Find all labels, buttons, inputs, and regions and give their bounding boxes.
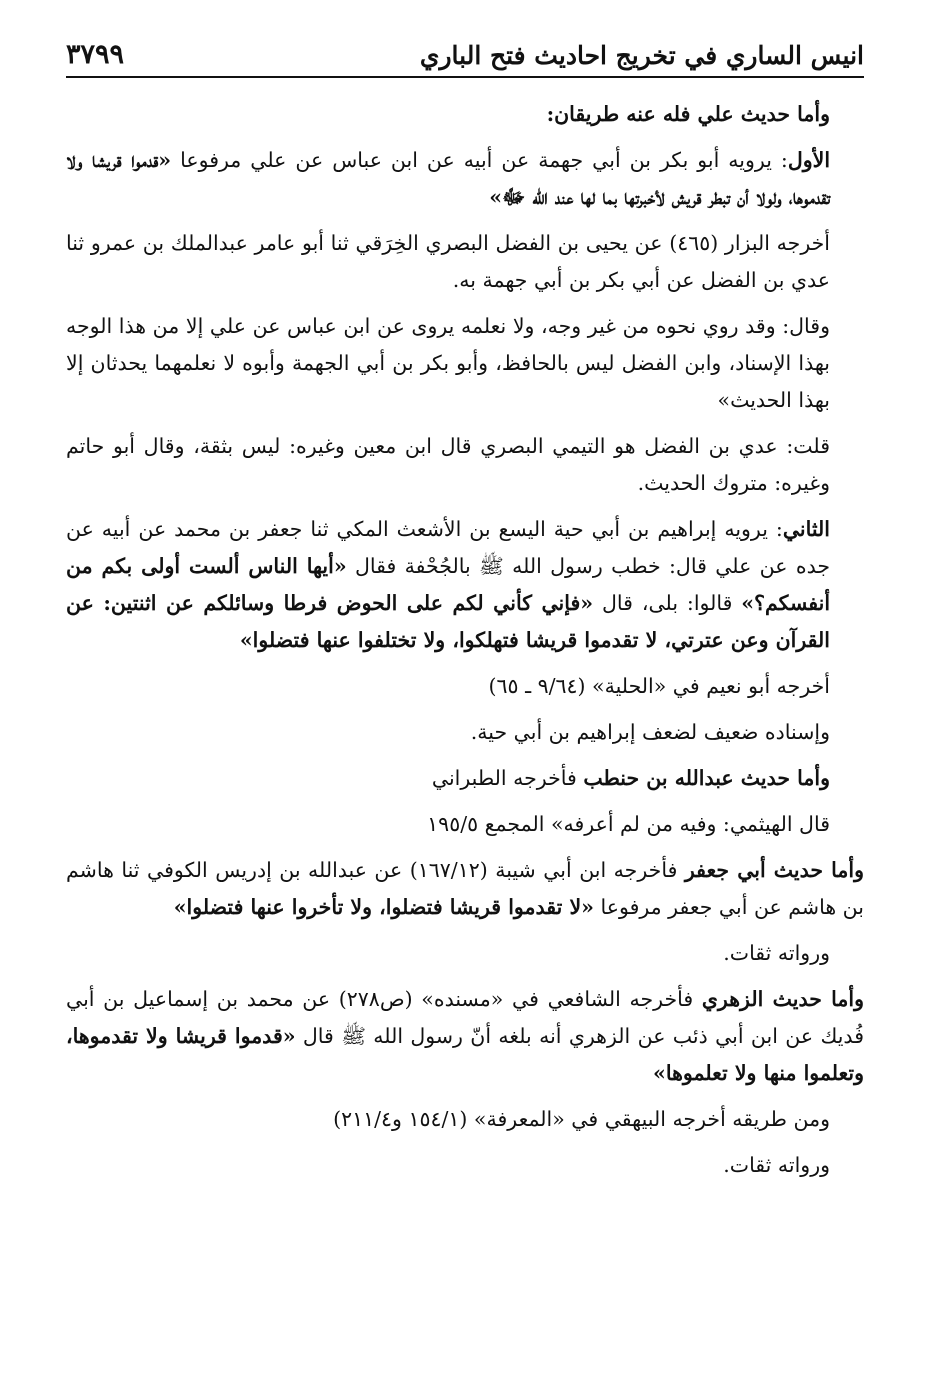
- bold-text-run: وأما حديث الزهري: [701, 987, 865, 1011]
- text-run: ورواته ثقات.: [723, 1153, 830, 1177]
- bold-text-run: «أيها الناس ألست أولى بكم من أنفسكم؟»: [66, 554, 831, 615]
- paragraph: [66, 511, 864, 659]
- bold-text-run: وأما حديث علي فله عنه طريقان:: [546, 102, 830, 126]
- paragraph: [66, 806, 864, 843]
- text-run: : يرويه إبراهيم بن أبي حية اليسع بن الأشعث المكي ثنا جعفر بن محمد عن أبيه عن جده عن علي قال: خطب رسول الله ﷺ بالجُحْفة فقال: [66, 517, 830, 578]
- bold-text-run: الأول: [787, 148, 831, 172]
- text-run: قالوا: بلى، قال: [593, 591, 742, 615]
- bold-text-run: «لا تقدموا قريشا فتضلوا، ولا تأخروا عنها فتضلوا»: [173, 895, 594, 919]
- paragraph: [66, 935, 864, 972]
- text-run: قلت: عدي بن الفضل هو التيمي البصري قال ابن معين وغيره: ليس بثقة، وقال أبو حاتم وغيره: متروك الحديث.: [66, 434, 830, 495]
- text-run: فأخرجه الشافعي في «مسنده» (ص٢٧٨) عن محمد بن إسماعيل بن أبي فُديك عن ابن أبي ذئب عن الزهري أنه بلغه أنّ رسول الله ﷺ قال: [66, 987, 864, 1048]
- bold-text-run: الثاني: [782, 517, 830, 541]
- paragraph: [66, 1101, 864, 1138]
- text-run: قال الهيثمي: وفيه من لم أعرفه» المجمع ١٩٥/٥: [427, 812, 830, 836]
- bold-text-run: وأما حديث أبي جعفر: [684, 858, 864, 882]
- paragraph: [66, 308, 864, 419]
- text-run: أخرجه البزار (٤٦٥) عن يحيى بن الفضل البصري الخِرَقي ثنا أبو عامر عبدالملك بن عمرو ثنا عدي بن الفضل عن أبي بكر بن أبي جهمة به.: [66, 231, 830, 292]
- paragraph: [66, 1147, 864, 1184]
- text-run: ومن طريقه أخرجه البيهقي في «المعرفة» (١٥٤/١ و٢١١/٤): [333, 1107, 830, 1131]
- text-run: فأخرجه الطبراني: [431, 766, 584, 790]
- text-run: ورواته ثقات.: [723, 941, 830, 965]
- page-header: [66, 28, 864, 78]
- text-run: فأخرجه ابن أبي شيبة (١٦٧/١٢) عن عبدالله بن إدريس الكوفي ثنا هاشم بن هاشم عن أبي جعفر مرفوعا: [66, 858, 864, 919]
- bold-text-run: «فإني كأني لكم على الحوض فرطا وسائلكم عن اثنتين: عن القرآن وعن عترتي، لا تقدموا قريشا فتهلكوا، ولا تختلفوا عنها فتضلوا»: [66, 591, 830, 652]
- text-run: أخرجه أبو نعيم في «الحلية» (٩/٦٤ ـ ٦٥): [488, 674, 830, 698]
- paragraph: [66, 225, 864, 299]
- paragraph: [66, 760, 864, 797]
- bold-text-run: وأما حديث عبدالله بن حنطب: [583, 766, 830, 790]
- paragraph: [66, 981, 864, 1092]
- paragraph: [66, 714, 864, 751]
- book-title: انيس الساري في تخريج احاديث فتح الباري: [419, 41, 864, 70]
- paragraph: [66, 668, 864, 705]
- page-body: [66, 96, 864, 1344]
- bold-text-run: «قدموا قريشا ولا تقدموها، وتعلموا منها ولا تعلموها»: [66, 1024, 864, 1085]
- text-run: : يرويه أبو بكر بن أبي جهمة عن أبيه عن ابن عباس عن علي مرفوعا: [171, 148, 788, 172]
- text-run: وإسناده ضعيف لضعف إبراهيم بن أبي حية.: [470, 720, 830, 744]
- paragraph: [66, 96, 864, 133]
- text-run: وقال: وقد روي نحوه من غير وجه، ولا نعلمه يروى عن ابن عباس عن علي إلا من هذا الوجه بهذا الإسناد، وابن الفضل ليس بالحافظ، وأبو بكر بن أبي الجهمة وأبوه لا نعلمهما يحدثان إلا بهذا الحديث»: [66, 314, 830, 412]
- paragraph: [66, 142, 864, 216]
- paragraph: [66, 852, 864, 926]
- paragraph: [66, 428, 864, 502]
- page-number: ٣٧٩٩: [66, 39, 125, 70]
- bold-text-run: «قدموا قريشا ولا تقدموها، ولولا أن تبطر قريش لأخبرتها بما لها عند الله ﷻ»: [66, 148, 830, 209]
